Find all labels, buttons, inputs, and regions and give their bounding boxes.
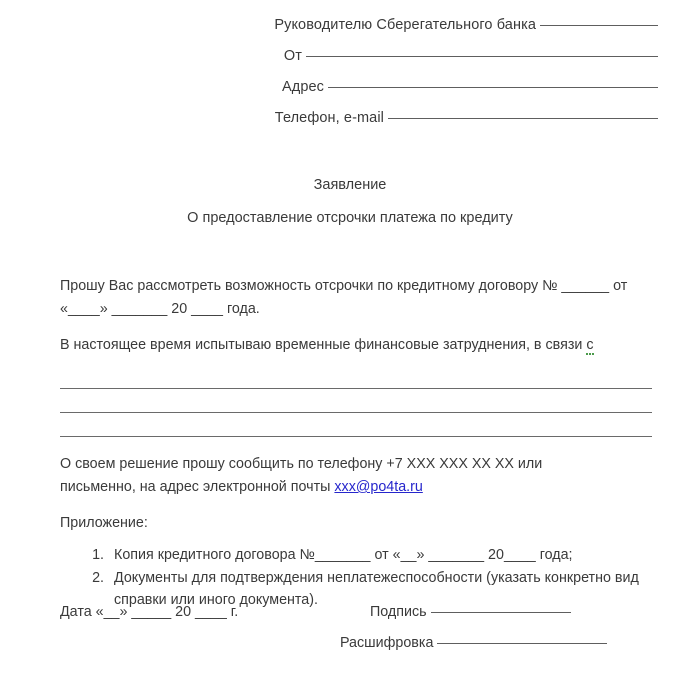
transcript-row [60,633,652,664]
reason-paragraph [60,334,652,357]
contact-email-text: письменно, на адрес электронной почты [60,479,335,495]
blank-write-in-lines [60,366,652,437]
phone-email-line [60,103,658,134]
blank-write-in-line[interactable] [60,390,652,413]
attachment-list [60,544,652,611]
address-fill-rule [328,87,658,88]
signature-block [60,602,652,664]
from-label: От [283,48,302,64]
phone-email-label: Телефон, e-mail [274,110,384,126]
page-subtitle: О предоставление отсрочки платежа по кредиту [187,210,513,226]
grammar-flagged-word: с [586,337,594,353]
list-item: 1. Копия кредитного договора №_______ от «__» _______ 20____ года; [108,544,652,566]
contact-paragraph [60,453,652,499]
signature-label: Подпись [370,604,427,620]
blank-write-in-line[interactable] [60,366,652,389]
attachment-heading: Приложение: [60,515,148,531]
transcript-field [340,633,607,653]
reason-text: В настоящее время испытываю временные финансовые затруднения, в связи [60,337,587,353]
list-item: 2. Документы для подтверждения неплатежеспособности (указать конкретно вид справки или иного документа). [108,567,652,611]
addressee-line [60,10,658,41]
transcript-label: Расшифровка [340,635,434,651]
address-label: Адрес [281,79,324,95]
request-paragraph: Прошу Вас рассмотреть возможность отсрочки по кредитному договору № ______ от «____» _______ 20 ____ года. [60,278,628,317]
document-body [60,275,652,612]
signature-field [370,602,571,622]
transcript-fill-rule[interactable] [437,643,607,644]
contact-phone-text: О своем решение прошу сообщить по телефону +7 ХХХ ХХХ ХХ ХХ или [60,456,543,472]
addressee-fill-rule [540,25,658,26]
date-field[interactable]: Дата «__» _____ 20 ____ г. [60,604,239,620]
addressee-header-block [60,10,658,134]
address-line [60,72,658,103]
blank-write-in-line[interactable] [60,414,652,437]
from-fill-rule [306,56,658,57]
signature-fill-rule[interactable] [431,612,571,613]
phone-email-fill-rule [388,118,658,119]
date-signature-row [60,602,652,633]
addressee-label: Руководителю Сберегательного банка [274,17,536,33]
title-block [0,175,700,228]
email-link[interactable]: xxx@po4ta.ru [334,479,423,495]
from-line [60,41,658,72]
page-title: Заявление [313,177,387,193]
